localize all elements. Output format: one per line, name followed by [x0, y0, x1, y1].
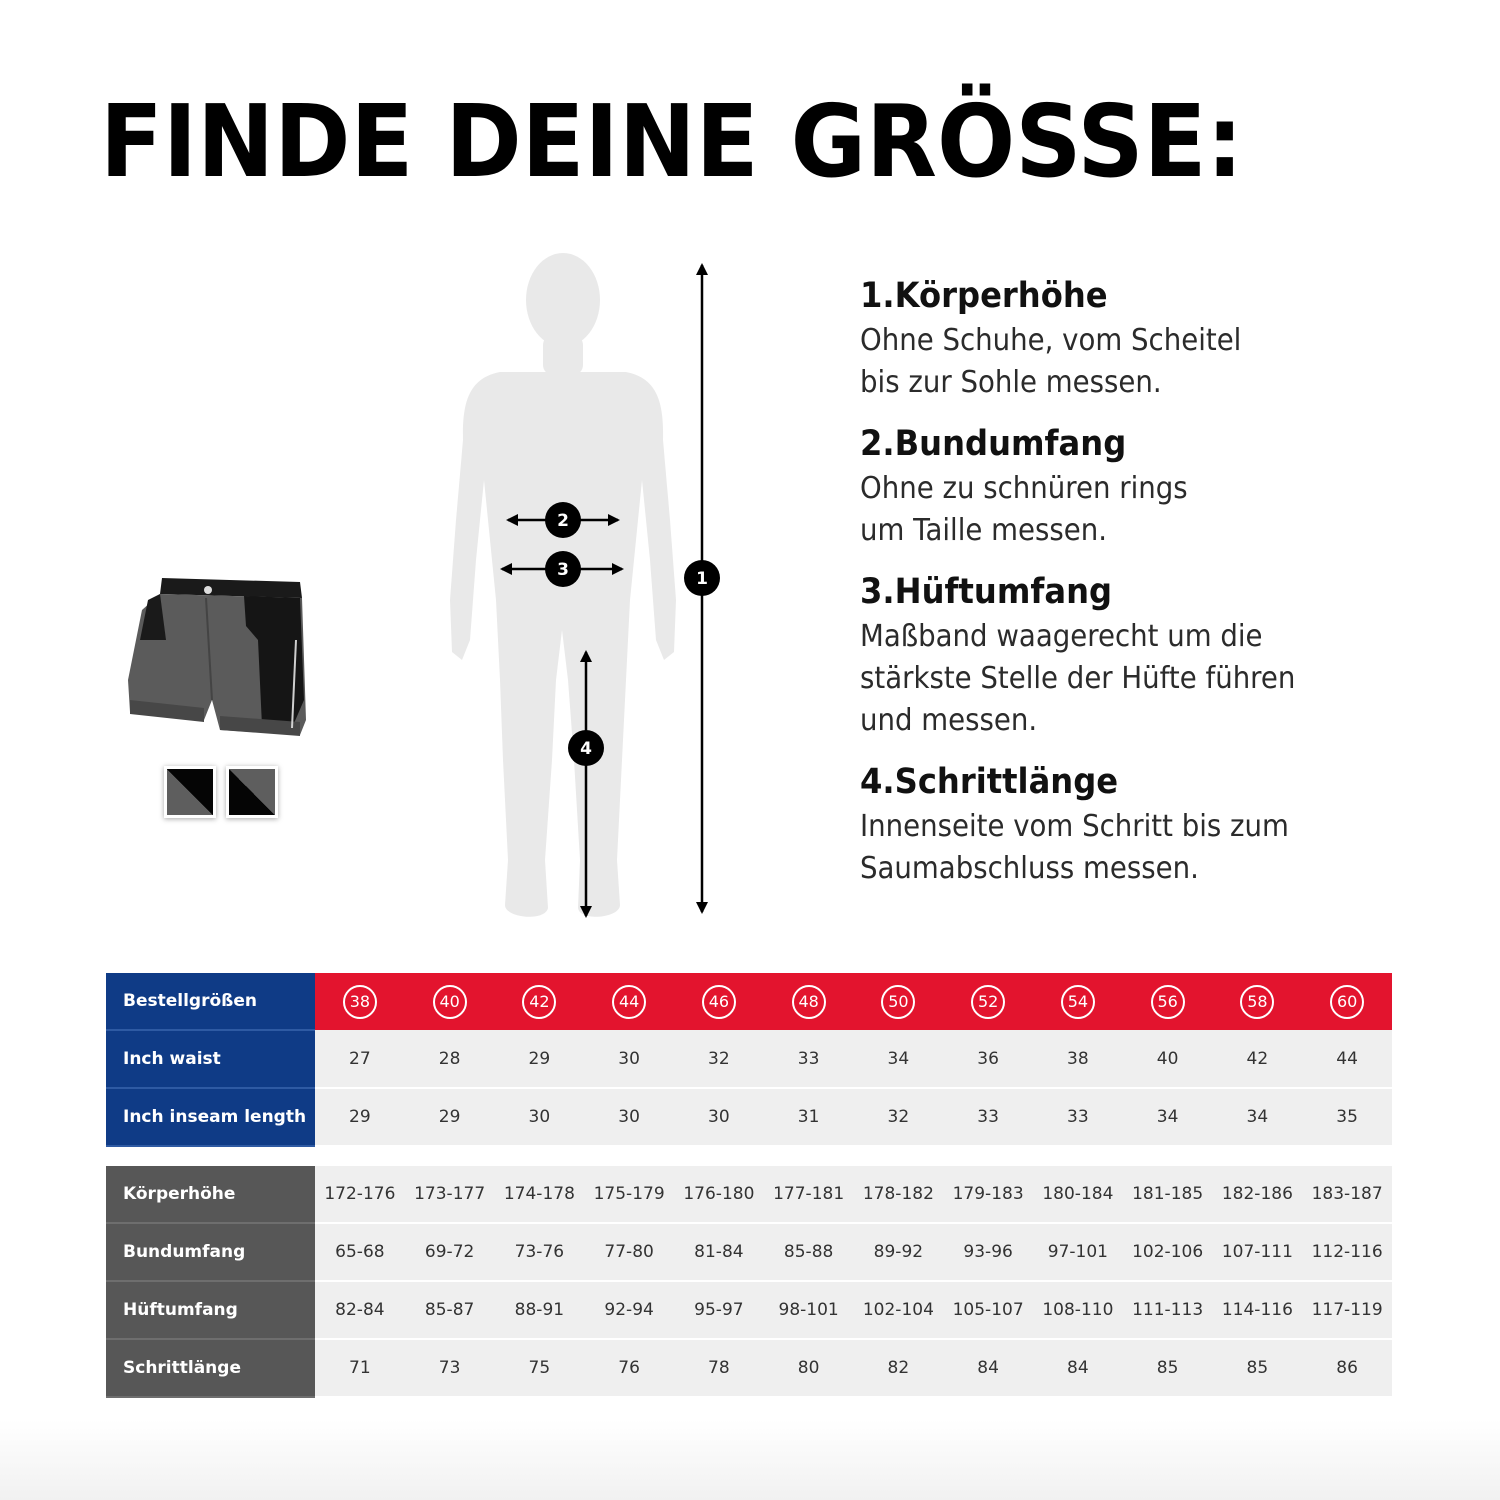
table-row	[106, 1166, 1392, 1223]
table-cell	[943, 973, 1033, 1030]
color-swatch-black-grey[interactable]	[226, 766, 278, 818]
table-cell: 85	[1213, 1339, 1303, 1397]
table-cell: 80	[764, 1339, 854, 1397]
step-heading: 2.Bundumfang	[860, 424, 1127, 464]
svg-text:4: 4	[580, 739, 592, 759]
step-text: Ohne Schuhe, vom Scheitel bis zur Sohle messen.	[860, 323, 1242, 400]
page-title: FINDE DEINE GRÖSSE:	[100, 83, 1244, 200]
table-cell: 172-176	[315, 1166, 405, 1223]
table-cell: 86	[1302, 1339, 1392, 1397]
table-cell: 28	[405, 1030, 495, 1088]
bottom-fade	[0, 1420, 1500, 1500]
table-cell: 88-91	[495, 1281, 585, 1339]
table-cell: 93-96	[943, 1223, 1033, 1281]
table-cell: 76	[584, 1339, 674, 1397]
table-cell: 95-97	[674, 1281, 764, 1339]
table-cell: 29	[405, 1088, 495, 1146]
table-cell: 98-101	[764, 1281, 854, 1339]
table-cell	[674, 973, 764, 1030]
size-badge: 54	[1061, 985, 1095, 1019]
table-cell: 117-119	[1302, 1281, 1392, 1339]
step-inseam	[860, 762, 1460, 890]
table-cell: 178-182	[854, 1166, 944, 1223]
table-cell: 38	[1033, 1030, 1123, 1088]
table-row	[106, 1030, 1392, 1088]
marker-1	[684, 560, 720, 596]
table-row	[106, 1088, 1392, 1146]
row-label: Hüftumfang	[106, 1281, 315, 1339]
table-cell: 182-186	[1213, 1166, 1303, 1223]
table-cell: 33	[764, 1030, 854, 1088]
table-cell: 82	[854, 1339, 944, 1397]
size-badge: 42	[522, 985, 556, 1019]
table-cell: 30	[495, 1088, 585, 1146]
table-cell: 73	[405, 1339, 495, 1397]
size-badge: 38	[343, 985, 377, 1019]
row-label: Bestellgrößen	[106, 973, 315, 1030]
table-cell: 177-181	[764, 1166, 854, 1223]
size-badge: 44	[612, 985, 646, 1019]
table-cell	[1302, 973, 1392, 1030]
table-cell: 42	[1213, 1030, 1303, 1088]
size-badge: 56	[1151, 985, 1185, 1019]
row-label: Körperhöhe	[106, 1166, 315, 1223]
size-badge: 52	[971, 985, 1005, 1019]
table-cell: 181-185	[1123, 1166, 1213, 1223]
svg-text:2: 2	[557, 511, 569, 531]
table-cell: 29	[495, 1030, 585, 1088]
table-cell: 85-88	[764, 1223, 854, 1281]
table-cell: 173-177	[405, 1166, 495, 1223]
table-cell	[854, 973, 944, 1030]
table-cell: 32	[854, 1088, 944, 1146]
measurement-instructions	[860, 276, 1460, 910]
table-cell: 89-92	[854, 1223, 944, 1281]
size-badge: 60	[1330, 985, 1364, 1019]
table-cell: 105-107	[943, 1281, 1033, 1339]
size-badge: 58	[1240, 985, 1274, 1019]
size-table-order	[106, 973, 1392, 1147]
table-cell: 44	[1302, 1030, 1392, 1088]
table-row	[106, 1281, 1392, 1339]
table-cell: 34	[1213, 1088, 1303, 1146]
row-label: Inch inseam length	[106, 1088, 315, 1146]
table-row	[106, 1223, 1392, 1281]
table-cell: 180-184	[1033, 1166, 1123, 1223]
size-badge: 50	[881, 985, 915, 1019]
table-cell: 29	[315, 1088, 405, 1146]
step-text: Maßband waagerecht um die stärkste Stelle der Hüfte führen und messen.	[860, 619, 1296, 738]
table-cell: 30	[584, 1088, 674, 1146]
table-cell: 114-116	[1213, 1281, 1303, 1339]
shorts-product-image	[128, 578, 306, 736]
table-cell: 69-72	[405, 1223, 495, 1281]
marker-2	[545, 502, 581, 538]
step-text: Ohne zu schnüren rings um Taille messen.	[860, 471, 1188, 548]
table-cell: 31	[764, 1088, 854, 1146]
table-cell: 30	[584, 1030, 674, 1088]
table-cell: 34	[1123, 1088, 1213, 1146]
step-heading: 3.Hüftumfang	[860, 572, 1113, 612]
table-cell	[764, 973, 854, 1030]
table-row	[106, 1339, 1392, 1397]
table-cell: 84	[943, 1339, 1033, 1397]
step-body-height	[860, 276, 1460, 404]
step-waist	[860, 424, 1460, 552]
table-cell	[315, 973, 405, 1030]
step-hip	[860, 572, 1460, 742]
table-cell: 108-110	[1033, 1281, 1123, 1339]
table-cell	[495, 973, 585, 1030]
table-cell: 84	[1033, 1339, 1123, 1397]
table-cell: 82-84	[315, 1281, 405, 1339]
table-cell	[1213, 973, 1303, 1030]
marker-3	[545, 551, 581, 587]
table-cell: 174-178	[495, 1166, 585, 1223]
table-cell: 102-104	[854, 1281, 944, 1339]
table-cell: 36	[943, 1030, 1033, 1088]
table-cell: 175-179	[584, 1166, 674, 1223]
step-heading: 4.Schrittlänge	[860, 762, 1119, 802]
row-label: Inch waist	[106, 1030, 315, 1088]
step-heading: 1.Körperhöhe	[860, 276, 1108, 316]
table-cell: 73-76	[495, 1223, 585, 1281]
table-cell: 81-84	[674, 1223, 764, 1281]
table-cell	[1033, 973, 1123, 1030]
size-table-body	[106, 1166, 1392, 1398]
table-cell: 179-183	[943, 1166, 1033, 1223]
row-label: Bundumfang	[106, 1223, 315, 1281]
step-text: Innenseite vom Schritt bis zum Saumabschluss messen.	[860, 809, 1289, 886]
svg-text:3: 3	[557, 560, 569, 580]
size-badge: 40	[433, 985, 467, 1019]
table-cell: 71	[315, 1339, 405, 1397]
table-cell: 85	[1123, 1339, 1213, 1397]
svg-text:1: 1	[696, 569, 708, 589]
table-cell: 34	[854, 1030, 944, 1088]
table-cell: 27	[315, 1030, 405, 1088]
table-cell: 107-111	[1213, 1223, 1303, 1281]
size-badge: 46	[702, 985, 736, 1019]
table-cell: 78	[674, 1339, 764, 1397]
table-cell: 111-113	[1123, 1281, 1213, 1339]
table-cell: 32	[674, 1030, 764, 1088]
table-cell	[584, 973, 674, 1030]
marker-4	[568, 730, 604, 766]
table-cell: 77-80	[584, 1223, 674, 1281]
table-cell: 65-68	[315, 1223, 405, 1281]
table-cell: 92-94	[584, 1281, 674, 1339]
table-cell: 97-101	[1033, 1223, 1123, 1281]
table-cell: 112-116	[1302, 1223, 1392, 1281]
table-cell: 33	[1033, 1088, 1123, 1146]
size-badge: 48	[792, 985, 826, 1019]
table-cell: 35	[1302, 1088, 1392, 1146]
table-cell	[405, 973, 495, 1030]
table-cell: 102-106	[1123, 1223, 1213, 1281]
table-cell: 176-180	[674, 1166, 764, 1223]
table-cell: 40	[1123, 1030, 1213, 1088]
table-cell: 33	[943, 1088, 1033, 1146]
table-cell	[1123, 973, 1213, 1030]
row-label: Schrittlänge	[106, 1339, 315, 1397]
table-cell: 183-187	[1302, 1166, 1392, 1223]
table-cell: 85-87	[405, 1281, 495, 1339]
table-cell: 30	[674, 1088, 764, 1146]
table-row	[106, 973, 1392, 1030]
color-swatch-grey-black[interactable]	[164, 766, 216, 818]
table-cell: 75	[495, 1339, 585, 1397]
